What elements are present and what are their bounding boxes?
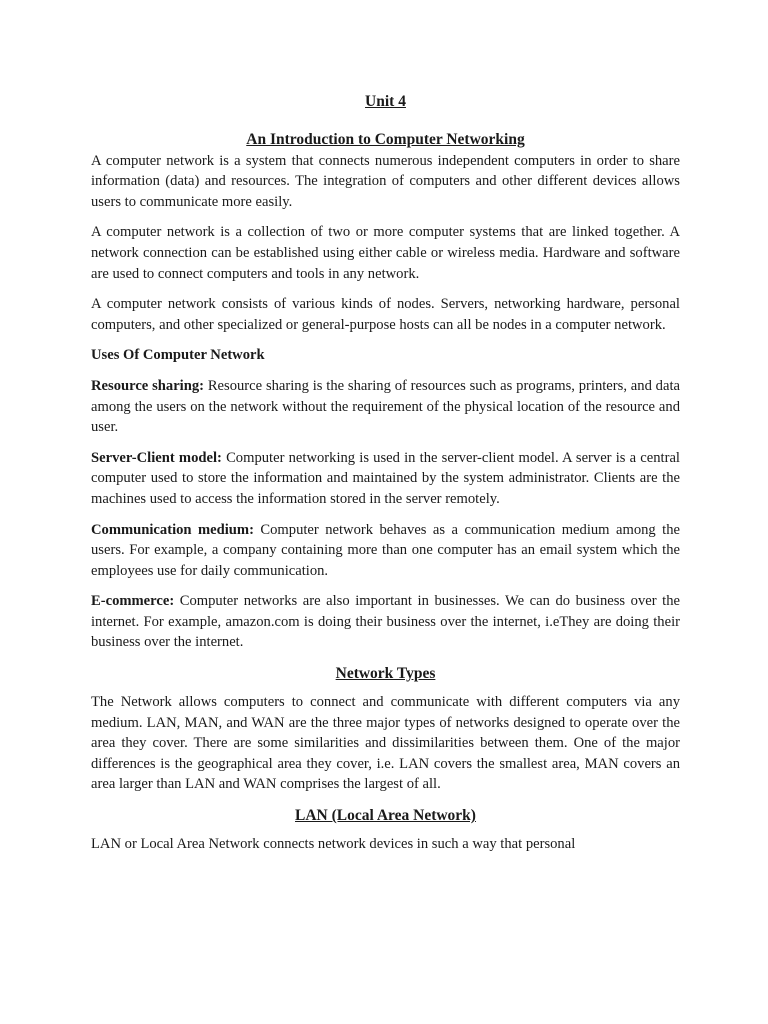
use-e-commerce xyxy=(91,591,680,653)
intro-paragraph-2: A computer network is a collection of two or more computer systems that are linked together. A network connection can be established using either cable or wireless media. Hardware and software are used to connect computers and tools in any network. xyxy=(91,224,680,282)
use-term: E-commerce: xyxy=(91,593,175,610)
use-text: Computer network behaves as a communication medium among the users. For example, a company containing more than one computer has an email system which the employees use for daily communication. xyxy=(91,521,680,579)
lan-heading: LAN (Local Area Network) xyxy=(295,807,476,825)
intro-paragraph-1: A computer network is a system that connects numerous independent computers in order to share information (data) and resources. The integration of computers and other different devices allows users to communicate more easily. xyxy=(91,152,680,210)
lan-paragraph: LAN or Local Area Network connects network devices in such a way that personal xyxy=(91,836,576,853)
network-types-paragraph: The Network allows computers to connect and communicate with different computers via any medium. LAN, MAN, and WAN are the three major types of networks designed to operate over the area they cover. There are some similarities and dissimilarities between them. One of the major differences is the geographical area they cover, i.e. LAN covers the smallest area, MAN covers an area larger than LAN and WAN comprises the largest of all. xyxy=(91,694,680,793)
intro-paragraph-3: A computer network consists of various kinds of nodes. Servers, networking hardware, personal computers, and other specialized or general-purpose hosts can all be nodes in a computer network. xyxy=(91,296,680,333)
use-term: Server-Client model: xyxy=(91,449,222,466)
use-text: Computer networking is used in the server-client model. A server is a central computer used to store the information and maintained by the system administrator. Clients are the machines used to access the information stored in the server remotely. xyxy=(91,449,680,507)
use-term: Communication medium: xyxy=(91,521,254,538)
unit-title: Unit 4 xyxy=(365,93,406,110)
use-server-client xyxy=(91,448,680,510)
uses-heading: Uses Of Computer Network xyxy=(91,347,265,364)
use-term: Resource sharing: xyxy=(91,377,204,394)
use-communication-medium xyxy=(91,520,680,582)
use-text: Resource sharing is the sharing of resources such as programs, printers, and data among the users on the network without the requirement of the physical location of the resource and user. xyxy=(91,377,680,436)
network-types-heading: Network Types xyxy=(335,665,436,683)
document-title: An Introduction to Computer Networking xyxy=(246,130,525,148)
use-text: Computer networks are also important in businesses. We can do business over the internet. For example, amazon.com is doing their business over the internet, i.eThey are doing their business over the internet. xyxy=(91,593,680,651)
document-page xyxy=(91,92,680,865)
use-resource-sharing xyxy=(91,376,680,438)
